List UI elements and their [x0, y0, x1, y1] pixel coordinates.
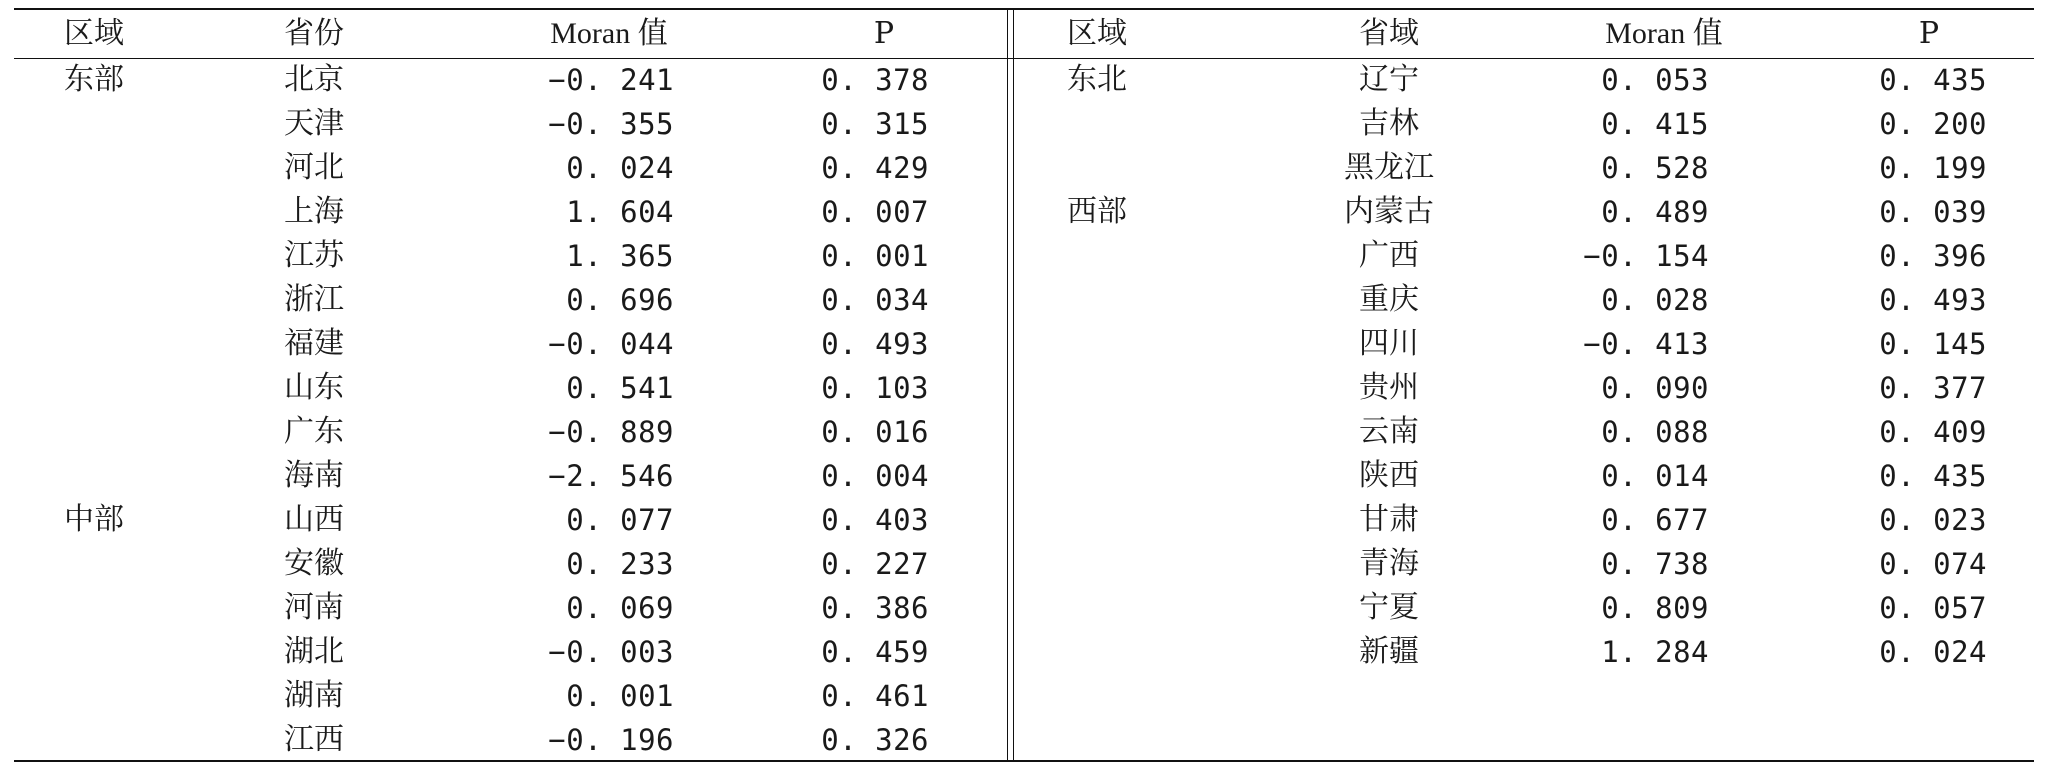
p-value-cell: 0. 493: [821, 327, 929, 361]
table-row: [14, 630, 1004, 674]
moran-value-cell: 0. 053: [1601, 63, 1709, 97]
province-cell: 山东: [284, 370, 344, 405]
table-row: [1019, 234, 2009, 278]
moran-value-cell: 0. 090: [1601, 371, 1709, 405]
region-cell: 西部: [1067, 194, 1127, 229]
province-cell: 河北: [284, 150, 344, 185]
table-row: [14, 674, 1004, 718]
p-value-cell: 0. 016: [821, 415, 929, 449]
p-value-cell: 0. 429: [821, 151, 929, 185]
moran-value-cell: 0. 233: [566, 547, 674, 581]
moran-value-cell: 0. 028: [1601, 283, 1709, 317]
left-table-half: [14, 10, 1004, 762]
province-cell: 重庆: [1359, 282, 1419, 317]
p-value-cell: 0. 024: [1879, 635, 1987, 669]
p-value-cell: 0. 103: [821, 371, 929, 405]
p-value-cell: 0. 145: [1879, 327, 1987, 361]
table-row: [14, 146, 1004, 190]
province-cell: 海南: [284, 458, 344, 493]
moran-value-cell: 0. 069: [566, 591, 674, 625]
province-cell: 四川: [1359, 326, 1419, 361]
table-row: [1019, 454, 2009, 498]
table-row: [1019, 498, 2009, 542]
header-p-right: P: [1918, 16, 1940, 51]
province-cell: 内蒙古: [1344, 194, 1434, 229]
province-cell: 河南: [284, 590, 344, 625]
p-value-cell: 0. 200: [1879, 107, 1987, 141]
moran-value-cell: −0. 241: [548, 63, 674, 97]
moran-value-cell: 0. 001: [566, 679, 674, 713]
table-row: [14, 718, 1004, 762]
table-row: [1019, 322, 2009, 366]
moran-value-cell: −0. 154: [1583, 239, 1709, 273]
moran-value-cell: 1. 365: [566, 239, 674, 273]
p-value-cell: 0. 409: [1879, 415, 1987, 449]
table-row: [1019, 366, 2009, 410]
p-value-cell: 0. 377: [1879, 371, 1987, 405]
p-value-cell: 0. 199: [1879, 151, 1987, 185]
moran-table: [14, 0, 2034, 768]
province-cell: 新疆: [1359, 634, 1419, 669]
header-p-left: P: [873, 16, 895, 51]
p-value-cell: 0. 034: [821, 283, 929, 317]
province-cell: 辽宁: [1359, 62, 1419, 97]
region-cell: 东北: [1067, 62, 1127, 97]
table-row: [14, 410, 1004, 454]
province-cell: 贵州: [1359, 370, 1419, 405]
p-value-cell: 0. 326: [821, 723, 929, 757]
column-divider-right-line: [1013, 9, 1014, 761]
p-value-cell: 0. 461: [821, 679, 929, 713]
table-row: [1019, 586, 2009, 630]
province-cell: 云南: [1359, 414, 1419, 449]
p-value-cell: 0. 435: [1879, 459, 1987, 493]
p-value-cell: 0. 057: [1879, 591, 1987, 625]
header-row-left: [14, 10, 1004, 58]
p-value-cell: 0. 315: [821, 107, 929, 141]
province-cell: 陕西: [1359, 458, 1419, 493]
province-cell: 安徽: [284, 546, 344, 581]
province-cell: 湖南: [284, 678, 344, 713]
table-row: [1019, 410, 2009, 454]
table-row: [14, 454, 1004, 498]
header-province-left: 省份: [284, 16, 344, 51]
table-row: [1019, 102, 2009, 146]
moran-value-cell: 0. 024: [566, 151, 674, 185]
moran-value-cell: −0. 889: [548, 415, 674, 449]
header-region-right: 区域: [1067, 16, 1127, 51]
column-divider-left-line: [1007, 9, 1008, 761]
moran-value-cell: 0. 738: [1601, 547, 1709, 581]
province-cell: 甘肃: [1359, 502, 1419, 537]
left-table-body: [14, 58, 1004, 762]
moran-value-cell: −0. 413: [1583, 327, 1709, 361]
header-moran-right: Moran 值: [1605, 17, 1723, 50]
p-value-cell: 0. 227: [821, 547, 929, 581]
province-cell: 江西: [284, 722, 344, 757]
p-value-cell: 0. 386: [821, 591, 929, 625]
province-cell: 山西: [284, 502, 344, 537]
table-row: [1019, 278, 2009, 322]
moran-value-cell: −2. 546: [548, 459, 674, 493]
table-row: [14, 322, 1004, 366]
table-row: [14, 278, 1004, 322]
p-value-cell: 0. 435: [1879, 63, 1987, 97]
province-cell: 上海: [284, 194, 344, 229]
right-table-half: [1019, 10, 2009, 674]
table-row: [1019, 146, 2009, 190]
region-cell: 中部: [64, 502, 124, 537]
province-cell: 天津: [284, 106, 344, 141]
province-cell: 浙江: [284, 282, 344, 317]
table-row: [14, 234, 1004, 278]
table-row: [14, 586, 1004, 630]
moran-value-cell: 0. 415: [1601, 107, 1709, 141]
table-row: [1019, 542, 2009, 586]
province-cell: 广西: [1359, 238, 1419, 273]
p-value-cell: 0. 039: [1879, 195, 1987, 229]
region-cell: 东部: [64, 62, 124, 97]
p-value-cell: 0. 007: [821, 195, 929, 229]
moran-value-cell: 1. 604: [566, 195, 674, 229]
moran-value-cell: 1. 284: [1601, 635, 1709, 669]
province-cell: 吉林: [1359, 106, 1419, 141]
province-cell: 北京: [284, 62, 344, 97]
p-value-cell: 0. 378: [821, 63, 929, 97]
p-value-cell: 0. 396: [1879, 239, 1987, 273]
moran-value-cell: −0. 044: [548, 327, 674, 361]
province-cell: 青海: [1359, 546, 1419, 581]
p-value-cell: 0. 493: [1879, 283, 1987, 317]
province-cell: 江苏: [284, 238, 344, 273]
table-row: [1019, 630, 2009, 674]
header-region-left: 区域: [64, 16, 124, 51]
p-value-cell: 0. 459: [821, 635, 929, 669]
right-table-body: [1019, 58, 2009, 674]
table-row: [14, 542, 1004, 586]
moran-value-cell: 0. 489: [1601, 195, 1709, 229]
table-row: [1019, 190, 2009, 234]
header-row-right: [1019, 10, 2009, 58]
moran-value-cell: −0. 003: [548, 635, 674, 669]
p-value-cell: 0. 001: [821, 239, 929, 273]
table-row: [14, 366, 1004, 410]
province-cell: 宁夏: [1359, 590, 1419, 625]
moran-value-cell: −0. 355: [548, 107, 674, 141]
moran-value-cell: 0. 696: [566, 283, 674, 317]
table-row: [14, 58, 1004, 102]
p-value-cell: 0. 074: [1879, 547, 1987, 581]
p-value-cell: 0. 403: [821, 503, 929, 537]
province-cell: 广东: [284, 414, 344, 449]
moran-value-cell: 0. 677: [1601, 503, 1709, 537]
table-row: [14, 102, 1004, 146]
table-row: [1019, 58, 2009, 102]
table-row: [14, 190, 1004, 234]
province-cell: 黑龙江: [1344, 150, 1434, 185]
p-value-cell: 0. 004: [821, 459, 929, 493]
moran-value-cell: 0. 014: [1601, 459, 1709, 493]
moran-value-cell: 0. 088: [1601, 415, 1709, 449]
moran-value-cell: 0. 541: [566, 371, 674, 405]
p-value-cell: 0. 023: [1879, 503, 1987, 537]
province-cell: 湖北: [284, 634, 344, 669]
moran-value-cell: 0. 809: [1601, 591, 1709, 625]
province-cell: 福建: [284, 326, 344, 361]
moran-value-cell: 0. 077: [566, 503, 674, 537]
header-province-right: 省域: [1359, 16, 1419, 51]
moran-value-cell: 0. 528: [1601, 151, 1709, 185]
table-row: [14, 498, 1004, 542]
header-moran-left: Moran 值: [550, 17, 668, 50]
moran-value-cell: −0. 196: [548, 723, 674, 757]
